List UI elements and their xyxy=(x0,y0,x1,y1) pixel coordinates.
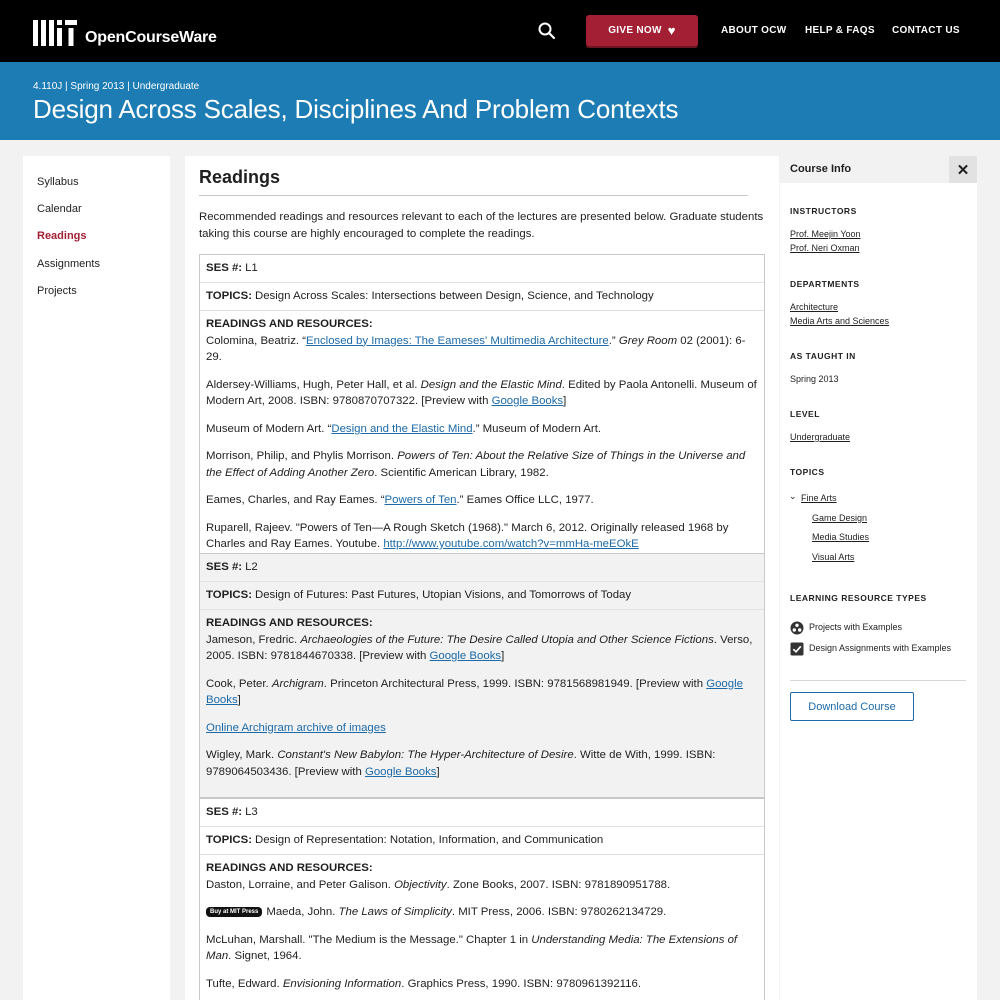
course-info-panel xyxy=(780,156,977,1000)
sidebar-item-calendar[interactable]: Calendar xyxy=(37,203,82,215)
sidebar-item-syllabus[interactable]: Syllabus xyxy=(37,176,79,188)
list-item: Cook, Peter. Archigram. Princeton Architectural Press, 1999. ISBN: 9781568981949. [Preview with Google Books] xyxy=(206,677,743,706)
resources-label: READINGS AND RESOURCES: xyxy=(206,862,373,874)
logo-text: OpenCourseWare xyxy=(85,29,217,46)
list-item: Buy at MIT Press Maeda, John. The Laws of Simplicity. MIT Press, 2006. ISBN: 9780262134729. xyxy=(206,904,758,921)
heart-icon: ♥ xyxy=(667,22,676,38)
taught-value: Spring 2013 xyxy=(790,374,839,384)
chevron-down-icon[interactable]: ⌄ xyxy=(789,491,797,501)
list-item: Ruparell, Rajeev. "Powers of Ten—A Rough Sketch (1968)." March 6, 2012. Originally released 1968 by Charles and Ray Eames. Youtube. http://www.youtube.com/watch?v=mmHa-meEOkE xyxy=(206,521,729,550)
archigram-archive-link[interactable]: Online Archigram archive of images xyxy=(206,721,386,734)
topics-row xyxy=(200,283,764,311)
give-now-label: GIVE NOW xyxy=(608,25,662,36)
close-icon[interactable]: ✕ xyxy=(949,156,977,183)
subtopic-link[interactable]: Media Studies xyxy=(812,532,870,542)
resources-label: READINGS AND RESOURCES: xyxy=(206,617,373,629)
main-content xyxy=(185,156,779,1000)
google-books-link[interactable]: Google Books xyxy=(364,765,437,778)
buy-at-mit-press-badge[interactable]: Buy at MIT Press xyxy=(206,907,262,917)
google-books-link[interactable]: Google Books xyxy=(206,677,743,706)
topics-row xyxy=(200,827,764,855)
session-block-l3 xyxy=(199,798,765,1000)
mit-logo-icon xyxy=(33,20,77,46)
topic-text: Design of Representation: Notation, Information, and Communication xyxy=(255,834,604,847)
ses-label: SES #: xyxy=(206,262,243,275)
list-item: Eames, Charles, and Ray Eames. “Powers of Ten.” Eames Office LLC, 1977. xyxy=(206,494,594,506)
instructor-link[interactable]: Prof. Neri Oxman xyxy=(790,243,860,253)
topics-label: TOPICS: xyxy=(206,290,252,303)
reference-link[interactable]: Powers of Ten xyxy=(384,494,457,506)
reference-link[interactable]: Enclosed by Images: The Eameses' Multimedia Architecture xyxy=(306,334,609,347)
topics-label: TOPICS: xyxy=(206,589,252,602)
ses-number: L1 xyxy=(245,262,258,275)
list-item: Museum of Modern Art. “Design and the Elastic Mind.” Museum of Modern Art. xyxy=(206,422,602,435)
resources-label: READINGS AND RESOURCES: xyxy=(206,318,373,330)
search-icon[interactable] xyxy=(537,21,557,41)
course-info-header xyxy=(780,156,977,183)
course-info-title: Course Info xyxy=(790,163,852,175)
checkbox-icon xyxy=(790,642,804,656)
session-block-l1 xyxy=(199,254,765,554)
topic-text: Design of Futures: Past Futures, Utopian Visions, and Tomorrows of Today xyxy=(255,589,632,602)
lrt-item[interactable]: Projects with Examples xyxy=(790,621,970,635)
ses-label: SES #: xyxy=(206,561,243,574)
course-sidebar xyxy=(23,156,170,1000)
intro-text: Recommended readings and resources relevant to each of the lectures are presented below. Graduate students taking this course are highly encouraged to complete the readings. xyxy=(199,211,764,240)
level-link[interactable]: Undergraduate xyxy=(790,432,851,442)
course-meta: 4.110J | Spring 2013 | Undergraduate xyxy=(33,81,200,92)
subtopic-link[interactable]: Game Design xyxy=(812,513,868,523)
sidebar-item-readings[interactable]: Readings xyxy=(37,230,87,242)
level-heading: LEVEL xyxy=(790,409,820,419)
list-item: Wigley, Mark. Constant's New Babylon: The Hyper-Architecture of Desire. Witte de With, 1999. ISBN: 9789064503436. [Preview with Google Books] xyxy=(206,749,716,778)
heading-divider xyxy=(199,195,748,196)
mit-ocw-logo[interactable] xyxy=(33,18,217,46)
department-link[interactable]: Architecture xyxy=(790,302,839,312)
sidebar-item-assignments[interactable]: Assignments xyxy=(37,258,100,270)
topic-text: Design Across Scales: Intersections between Design, Science, and Technology xyxy=(255,290,654,303)
topics-label: TOPICS: xyxy=(206,834,252,847)
list-item xyxy=(206,720,758,737)
list-item: Colomina, Beatriz. “Enclosed by Images: The Eameses' Multimedia Architecture.” Grey Room 02 (2001): 6-29. xyxy=(206,334,746,363)
departments-heading: DEPARTMENTS xyxy=(790,279,860,289)
ses-label: SES #: xyxy=(206,806,243,819)
give-now-button[interactable] xyxy=(586,15,698,46)
nav-help-faqs[interactable]: HELP & FAQS xyxy=(805,25,875,36)
resources-row xyxy=(200,311,764,553)
nav-about-ocw[interactable]: ABOUT OCW xyxy=(721,25,787,36)
list-item: Morrison, Philip, and Phylis Morrison. Powers of Ten: About the Relative Size of Things in the Universe and the Effect of Adding Another Zero. Scientific American Library, 1982. xyxy=(206,450,746,479)
reference-link[interactable]: Design and the Elastic Mind xyxy=(331,422,473,435)
list-item: Daston, Lorraine, and Peter Galison. Objectivity. Zone Books, 2007. ISBN: 9781890951788. xyxy=(206,878,671,891)
resources-row xyxy=(200,610,764,797)
topic-fine-arts[interactable]: Fine Arts xyxy=(801,493,837,503)
list-item: Aldersey-Williams, Hugh, Peter Hall, et al. Design and the Elastic Mind. Edited by Paola Antonelli. Museum of Modern Art, 2008. ISBN: 9780870707322. [Preview with Google Books] xyxy=(206,378,757,407)
lrt-heading: LEARNING RESOURCE TYPES xyxy=(790,593,927,603)
download-course-button[interactable]: Download Course xyxy=(790,692,914,721)
resources-row xyxy=(200,855,764,1000)
ses-row xyxy=(200,799,764,827)
department-link[interactable]: Media Arts and Sciences xyxy=(790,316,890,326)
list-item: Tufte, Edward. Envisioning Information. Graphics Press, 1990. ISBN: 9780961392116. xyxy=(206,977,642,990)
list-item: McLuhan, Marshall. "The Medium is the Message." Chapter 1 in Understanding Media: The Extensions of Man. Signet, 1964. xyxy=(206,933,738,962)
taught-heading: AS TAUGHT IN xyxy=(790,351,856,361)
topics-row xyxy=(200,582,764,610)
instructors-heading: INSTRUCTORS xyxy=(790,206,857,216)
ses-number: L3 xyxy=(245,806,258,819)
divider xyxy=(790,680,966,681)
projects-icon xyxy=(790,621,804,635)
page-title: Readings xyxy=(199,167,281,187)
session-block-l2 xyxy=(199,553,765,798)
google-books-link[interactable]: Google Books xyxy=(429,650,502,662)
instructor-link[interactable]: Prof. Meejin Yoon xyxy=(790,229,861,239)
nav-contact-us[interactable]: CONTACT US xyxy=(892,25,960,36)
list-item: Jameson, Fredric. Archaeologies of the Future: The Desire Called Utopia and Other Science Fictions. Verso, 2005. ISBN: 9781844670338. [Preview with Google Books] xyxy=(206,633,753,662)
ses-row xyxy=(200,255,764,283)
course-title: Design Across Scales, Disciplines And Problem Contexts xyxy=(33,94,679,124)
google-books-link[interactable]: Google Books xyxy=(491,395,564,407)
youtube-link[interactable]: http://www.youtube.com/watch?v=mmHa-meEOkE xyxy=(383,538,639,550)
course-banner xyxy=(0,62,1000,140)
ses-number: L2 xyxy=(245,561,258,574)
subtopic-link[interactable]: Visual Arts xyxy=(812,552,855,562)
lrt-item[interactable]: Design Assignments with Examples xyxy=(790,642,970,656)
ses-row xyxy=(200,554,764,582)
sidebar-item-projects[interactable]: Projects xyxy=(37,285,77,297)
top-navigation xyxy=(0,0,1000,62)
topics-heading: TOPICS xyxy=(790,467,825,477)
